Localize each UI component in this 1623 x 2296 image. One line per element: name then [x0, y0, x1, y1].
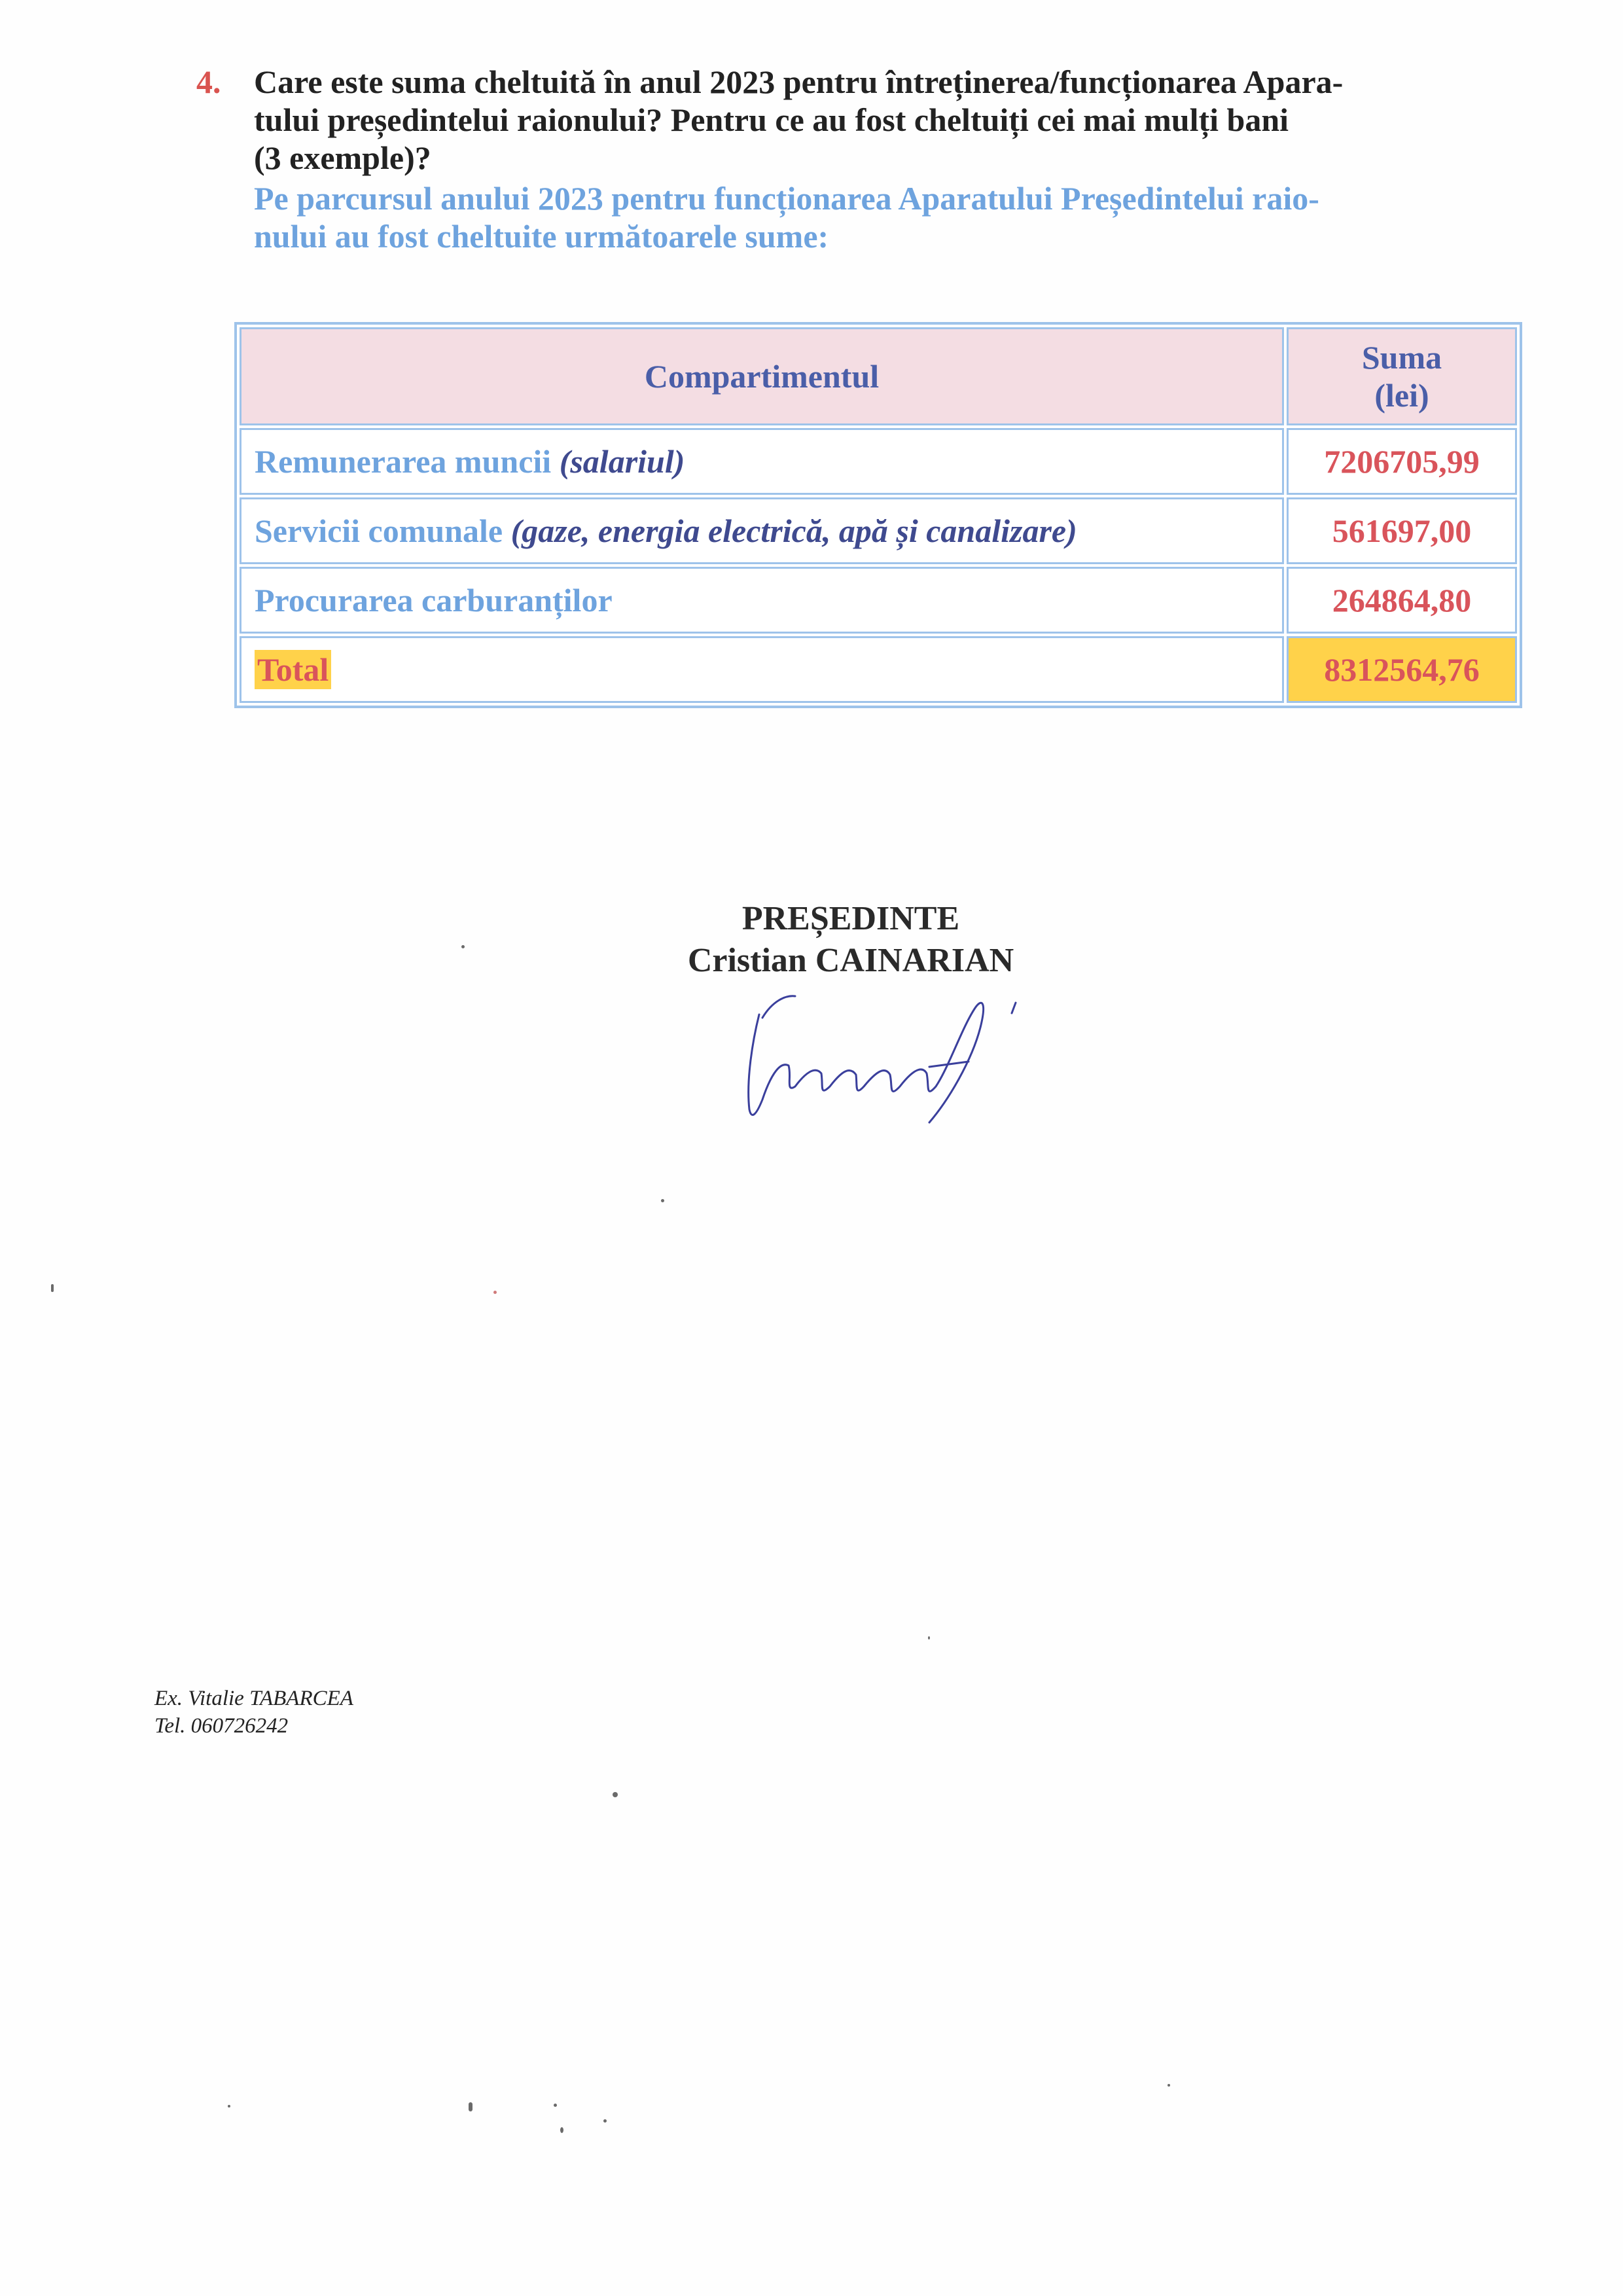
row-sum: 561697,00 [1287, 497, 1517, 564]
row-detail: (salariul) [559, 443, 685, 480]
scan-speck [469, 2102, 473, 2111]
answer-text-line: nului au fost cheltuite următoarele sume: [254, 218, 829, 255]
signatory-block [576, 898, 1126, 982]
scan-speck [661, 1199, 664, 1202]
signatory-title: PREȘEDINTE [741, 900, 960, 937]
expenses-table-wrapper [234, 322, 1522, 708]
row-name: Servicii comunale [255, 512, 511, 549]
question-text-line: tului președintelui raionului? Pentru ce au fost cheltuiți cei mai mulți bani [254, 101, 1289, 138]
scan-speck [1168, 2084, 1170, 2087]
scan-speck [928, 1636, 930, 1640]
table-row [240, 567, 1517, 634]
table-row [240, 428, 1517, 495]
header-sum-unit: (lei) [1374, 377, 1429, 414]
table-row [240, 497, 1517, 564]
row-sum: 7206705,99 [1287, 428, 1517, 495]
total-label: Total [255, 650, 331, 689]
handwritten-signature [733, 988, 1047, 1126]
row-name: Remunerarea muncii [255, 443, 560, 480]
scan-speck [228, 2105, 230, 2108]
answer-text [254, 179, 1531, 255]
row-name: Procurarea carburanților [255, 582, 613, 619]
row-detail: (gaze, energia electrică, apă și canalizare) [510, 512, 1077, 549]
question-text [254, 63, 1531, 177]
scan-speck [493, 1291, 497, 1294]
row-name-cell [240, 428, 1284, 495]
question-block [196, 63, 1531, 255]
scan-speck [51, 1284, 54, 1292]
header-sum-label: Suma [1361, 339, 1442, 376]
question-text-line: (3 exemple)? [254, 139, 431, 176]
signature-flourish [762, 996, 795, 1018]
expenses-table [234, 322, 1522, 708]
executor-info [154, 1685, 353, 1740]
signatory-name: Cristian CAINARIAN [687, 942, 1014, 979]
scan-speck [603, 2119, 607, 2123]
answer-text-line: Pe parcursul anului 2023 pentru funcționarea Aparatului Președintelui raio- [254, 180, 1319, 217]
question-text-line: Care este suma cheltuită în anul 2023 pentru întreținerea/funcționarea Apara- [254, 63, 1344, 100]
scan-speck [560, 2127, 563, 2133]
header-compartment: Compartimentul [240, 327, 1284, 425]
question-number: 4. [196, 63, 221, 100]
table-total-row [240, 636, 1517, 703]
row-sum: 264864,80 [1287, 567, 1517, 634]
scan-speck [613, 1792, 618, 1797]
scan-speck [461, 945, 465, 948]
executor-name: Ex. Vitalie TABARCEA [154, 1687, 353, 1710]
executor-phone: Tel. 060726242 [154, 1714, 289, 1738]
scan-speck [554, 2104, 557, 2107]
signature-tick [1012, 1003, 1016, 1013]
row-name-cell [240, 497, 1284, 564]
table-header-row [240, 327, 1517, 425]
header-sum [1287, 327, 1517, 425]
row-name-cell [240, 567, 1284, 634]
total-sum: 8312564,76 [1287, 636, 1517, 703]
signature-stroke [749, 1003, 984, 1122]
total-label-cell [240, 636, 1284, 703]
